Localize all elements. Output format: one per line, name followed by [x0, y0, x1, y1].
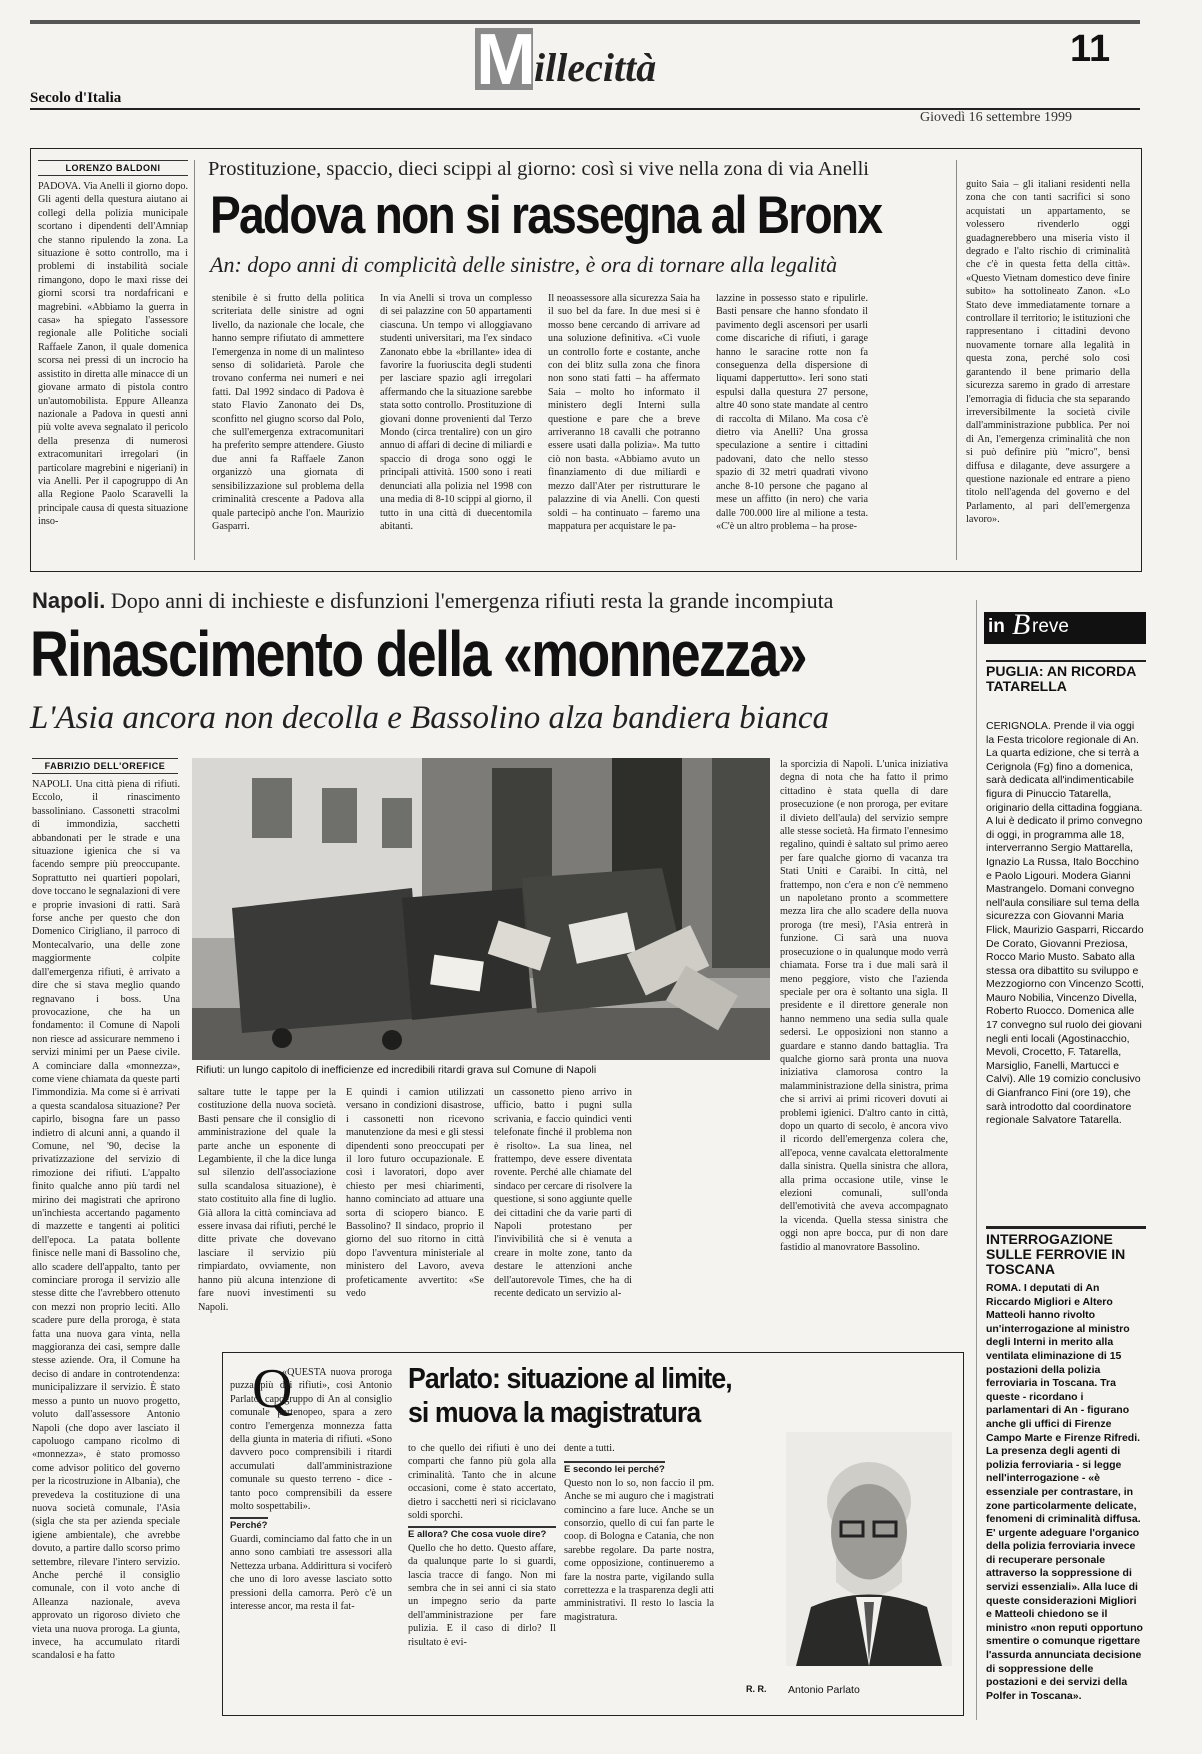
brief-1-text: CERIGNOLA. Prende il via oggi la Festa tricolore regionale di An. La quarta edizione, che si terrà a Cerignola (Fg) fino a domenica, sarà dedicata all'indimenticabile figura di Pinuccio Tatarella, originario della cittadina foggiana. A lui è dedicato il primo convegno di oggi, in programma alle 18, interverranno Sergio Mattarella, Ignazio La Russa, Italo Bocchino e Paolo Ligouri. Modera Gianni Mastrangelo. Domani convegno nell'aula consiliare sul tema della sicurezza con Giovanni Maria Flick, Maurizio Gasparri, Riccardo De Corato, Giovanni Preziosa, Rocco Mario Musto. Sabato alla stessa ora dibattito su sviluppo e Mezzogiorno con Vincenzo Scotti, Mauro Nobilia, Vincenzo Divella, Roberto Ruocco. Domenica alle 17 convegno sul ruolo dei giovani negli enti locali (Agostinacchio, Mevoli, Crocetto, F. Tatarella, Marsiglio, Fanelli, Martucci e Calvi). Alle 19 comizio conclusivo di Gianfranco Fini (ore 19), che sarà introdotto dal coordinatore regionale Salvatore Tatarella.	[986, 720, 1144, 1127]
story1-kicker: Prostituzione, spaccio, dieci scippi al giorno: così si vive nella zona di via Anelli	[208, 158, 869, 180]
interview-answer-1: Guardi, cominciamo dal fatto che in un anno sono cambiati tre assessori alla Nettezza urbana. Addirittura si vociferò che uno di loro avesse lasciato sotto pressioni della camorra. Però c'è un interesse ancor, ma resta il fat-	[230, 1533, 392, 1612]
issue-date: Giovedì 16 settembre 1999	[920, 110, 1073, 125]
interview-col2	[408, 1442, 556, 1704]
story2-col4: un cassonetto pieno arrivo in ufficio, batto i pugni sulla scrivania, e faccio quindici venti telefonate finché il problema non è risolto». La sua linea, nel frattempo, deve essere diventata rovente. Perché alle chiamate del sindaco per cercare di risolvere la questione, si sono aggiunte quelle dei cittadini che da varie parti di Napoli protestano per l'invivibilità che si è venuta a creare in molte zone, tanto da destare le attenzioni anche dell'autorevole Times, che ha di recente dedicato un servizio al-	[494, 1087, 632, 1300]
story1-col5: lazzine in possesso stato e ripulirle. Basti pensare che hanno sfondato il pavimento degli ascensori per usarli come discariche di rifiuti, i garage hanno le saracine rotte non fa conseguenza della dispersione di liquami dappertutto». Ieri sono stati espulsi dalla questura 27 persone, altre 40 sono state mandate al centro di raccolta di Milano. Ma cosa c'è dietro via Anelli? Una grossa speculazione a sentire i cittadini padovani, dato che nello stesso spazio di 32 metri quadrati vivono anche 8-10 persone che pagano al mese un affitto (in nero) che varia dalle 700.000 lire al milione a testa. «C'è un altro problema – ha prose-	[716, 293, 868, 532]
story2-subhead: L'Asia ancora non decolla e Bassolino alza bandiera bianca	[30, 700, 830, 736]
interview-intro: «QUESTA nuova proroga puzza più dei rifiuti», così Antonio Parlato, capogruppo di An al consiglio comunale partenopeo, spara a zero contro l'emergenza monnezza fatta della giunta in materia di rifiuti. «Sono davvero poco comprensibili i ritardi accumulati dall'amministrazione comunale su questo terreno - dice - tanto poco comprensibili da essere molto sospettabili».	[230, 1367, 392, 1513]
section-initial: M	[476, 20, 532, 100]
interview-dropcap: Q	[252, 1358, 293, 1420]
page-number: 11	[1070, 28, 1111, 70]
interview-initials: R. R.	[746, 1684, 767, 1694]
story1-col3: In via Anelli si trova un complesso di sei palazzine con 50 appartamenti ciascuna. Un tempo vi alloggiavano studenti universitari, ma l'ex sindaco Zanonato ebbe la «brillante» idea di favorire la fuoriuscita degli studenti per lasciare spazio agli irregolari affermando che la situazione sarebbe stata sotto controllo. Prostituzione di giovani donne provenienti dal Terzo Mondo (circa trentalire) con un giro annuo di affari di decine di miliardi e spaccio di droga sono oggi le principali attività. 1500 sono i reati denunciati alla polizia nel 1998 con una media di 8-10 scippi al giorno, il tutto in una città di duecentomila abitanti.	[380, 293, 532, 532]
garbage-photo-drawing	[192, 758, 770, 1060]
interview-question-2: E allora? Che cosa vuole dire?	[408, 1526, 556, 1541]
interview-question-1: Perché?	[230, 1517, 268, 1532]
story2-kicker-lead: Napoli.	[32, 588, 106, 613]
story2-kicker: Dopo anni di inchieste e disfunzioni l'emergenza rifiuti resta la grande incompiuta	[110, 588, 834, 613]
story2-col3: E quindi i camion utilizzati versano in condizioni disastrose, i cassonetti non ricevono manutenzione da mesi e gli stessi dipendenti sono preoccupati per il loro futuro occupazionale. E così i lavoratori, dopo aver chiesto per mesi chiarimenti, hanno cominciato ad attuare una sorta di sciopero bianco. E Bassolino? Il sindaco, proprio il giorno del suo ritorno in città dopo l'avventura ministeriale al ministero del Lavoro, aveva profeticamente avvertito: «Se vedo	[346, 1087, 484, 1300]
story1-headline: Padova non si rassegna al Bronx	[210, 186, 882, 245]
interview-answer-1b: to che quello dei rifiuti è uno dei comparti che fanno più gola alla criminalità. Tanto che in alcune occasioni, come è stato accertato, dietro i sacchetti neri si riciclavano soldi sporchi.	[408, 1443, 556, 1522]
story2-headline: Rinascimento della «monnezza»	[30, 618, 806, 690]
section-title: illecittà	[534, 45, 657, 90]
brief-1-title: PUGLIA: AN RICORDA TATARELLA	[986, 663, 1136, 694]
in-breve-rest: reve	[1032, 616, 1069, 637]
photo-caption: Rifiuti: un lungo capitolo di inefficienze ed incredibili ritardi grava sul Comune di Napoli	[196, 1064, 597, 1076]
parlato-portrait	[786, 1432, 952, 1666]
story1-col2: stenibile è sì frutto della politica scriteriata delle sinistre ad ogni livello, da nazionale che locale, che hanno sempre rifiutato di ammettere l'emergenza in nome di un malinteso senso di solidarietà. Parole che trovano conferma nei numeri e nei fatti. Dal 1992 sindaco di Padova è stato Flavio Zanonato dei Ds, sconfitto nel giugno scorso dal Polo, che sull'emergenza extracomunitari ha preferito sempre attendere. Giusto due anni fa Raffaele Zanon organizzò una giornata di sensibilizzazione sul problema della criminalità crescente a Padova alla quale partecipò anche l'on. Maurizio Gasparri.	[212, 293, 364, 532]
interview-question-3: E secondo lei perché?	[564, 1461, 665, 1476]
interview-headline: Parlato: situazione al limite, si muova la magistratura	[408, 1363, 732, 1429]
story2-col5: la sporcizia di Napoli. L'unica iniziativa degna di nota che ha fatto il primo cittadino è stata quella di dare prosecuzione (e non proroga, per evitare il divieto dell'aula) del servizio sempre alle stesse società. Ha firmato l'ennesimo regalino, quindi è saltato sul primo aereo per fare qualche giorno di vacanza tra Stati Uniti e Caraibi. In città, nel frattempo, non c'era e non c'è nemmeno un napoletano pronto a scommettere mezza lira che allo scadere della nuova proroga (tre mesi), l'Asia entrerà in funzione. Ci sarà una nuova prosecuzione o in qualunque modo verrà chiamata. Forse tra i due mali sarà il meno peggiore, visto che l'azienda speciale per ora è soltanto una sigla. Il presidente e il direttore generale non hanno nemmeno una sedia sulla quale sedersi. Le opposizioni non stanno a guardare e stanno dando battaglia. Tra qualche giorno sarà pronta una nuova iniziativa clamorosa contro la malamministrazione della sinistra, prima che si arrivi ai primi ricoveri dovuti ai problemi igienici. D'altro canto in città, dopo un quarto di secolo, è ancora vivo il ricordo dell'emergenza colera che, all'epoca, venne cavalcata elettoralmente dalla sinistra. Quella sinistra che allora, alla prima occasione utile, vinse le elezioni comunali, sull'onda dell'emotività che aveva accompagnato la vicenda. Quella stessa sinistra che oggi non apre bocca, pur di non dare fastidio al manovratore Bassolino.	[780, 759, 948, 1253]
brief-2-text: ROMA. I deputati di An Riccardo Migliori e Altero Matteoli hanno rivolto un'interrogazione al ministro degli Interni in merito alla ventilata eliminazione di 15 postazioni della polizia ferroviaria in Toscana. Tra queste - ricordano i parlamentari di An - figurano anche gli uffici di Firenze Campo Marte e Firenze Rifredi. La presenza degli agenti di polizia ferroviaria - si legge nell'interrogazione - «è essenziale per contrastare, in zone particolarmente delicate, fenomeni di criminalità diffusa. E' urgente adeguare l'organico della polizia ferroviaria invece di recuperare personale attraverso la soppressione di servizi essenziali». Alla luce di queste considerazioni Migliori e Matteoli chiedono se il ministro «non reputi opportuno smentire o comunque rigettare l'assurda annunciata decisione di soppressione delle postazioni e dei servizi della Polfer in Toscana».	[986, 1282, 1143, 1702]
story2-col1: NAPOLI. Una città piena di rifiuti. Eccolo, il rinascimento bassoliniano. Cassonetti stracolmi di immondizia, sacchetti abbandonati per le strade e una situazione igienica che si va facendo sempre più preoccupante. Soprattutto nei quartieri popolari, dove toccano le segnalazioni di vere e proprie invasioni di ratti. Sarà forse anche per questo che don Domenico Cirigliano, il parroco di Montecalvario, una delle zone maggiormente colpite dall'emergenza rifiuti, è arrivato a dire che si stava meglio quando regnavano i boss. Una provocazione, che ha un fondamento: il Comune di Napoli non riesce ad assicurare nemmeno i servizi minimi per un Paese civile. A cominciare dalla «monnezza», come viene chiamata da queste parti l'immondizia. Ma come si è arrivati a questa scandalosa situazione? Per capirlo, bisogna fare un passo indietro di alcuni anni, a quando il Comune, nel '90, decise la privatizzazione del servizio di rimozione dei rifiuti. L'appalto finito qualche anno più tardi nel mirino dei magistrati che aprirono un'inchiesta accertando pagamento di mazzette e tangenti ai politici dell'epoca. La patata bollente finisce nelle mani di Bassolino che, allo scadere dell'appalto, tanto per cominciare proroga il servizio alle stesse ditte che l'avrebbero ottenuto con mezzi non proprio leciti. Allo scadere pure della proroga, è stata fatta una nuova gara vinta, nella maggioranza dei casi, sempre dalle stesse aziende. Ora, il Comune ha deciso di andare in controtendenza: municipalizzare il servizio. È stato messo a punto un nuovo progetto, voluto dall'assessore Antonio Napoli (che dopo aver lasciato il capoluogo campano ricolmo di «monnezza», è stato promosso come advisor politico del governo per la ricostruzione in Albania), che prevedeva la costituzione di una nuova società comunale, l'Asia (sigla che sta per azienda speciale igiene ambientale), che avrebbe dovuto, a partire dallo scorso primo settembre, rilevare l'intero servizio. Anche perché il consiglio comunale, con il voto anche di Alleanza nazionale, aveva approvato un rigoroso divieto che vieta una nuova proroga. La giunta, invece, ha accumulato ritardi scandalosi e ha fatto	[32, 779, 180, 1662]
story2-kicker-row	[32, 588, 982, 614]
section-initial-block	[475, 20, 533, 100]
in-breve-in: in	[988, 616, 1005, 637]
story1-subhead: An: dopo anni di complicità delle sinistre, è ora di tornare alla legalità	[210, 252, 838, 277]
garbage-photo	[192, 758, 770, 1060]
story1-col6: guito Saia – gli italiani residenti nella zona che con tanti sacrifici si sono acquistati un appartamento, se volessero rivenderlo oggi guadagnerebbero una miseria visto il degrado e l'alto rischio di criminalità che c'è in questa fetta della città». «Questo Vietnam domestico deve finire subito» ha sottolineato Zanon. «Lo Stato deve immediatamente tornare a controllare il territorio; le istituzioni che rappresentano i cittadini devono nuovamente tornare alla legalità in questa zona, perché solo così garantendo il bene primario della sicurezza saremo in grado di arrestare l'emorragia di fiducia che sta separando irreversibilmente la società civile dall'amministrazione pubblica. Per noi di An, l'emergenza criminalità che non si può definire più "micro", bensì diffusa e dilagante, deve assurgere a questione nazionale ed entrare a pieno titolo nell'agenda del governo e del Parlamento, al pari dell'emergenza lavoro».	[966, 179, 1130, 526]
in-breve-label	[984, 608, 1146, 644]
interview-answer-3: Questo non lo so, non faccio il pm. Anche se mi auguro che i magistrati comincino a fare luce. Anche se un consorzio, quello di cui fan parte le coop. di Bologna e Catania, che non sarebbe regolare. Da parte nostra, come opposizione, continueremo a fare la nostra parte, vigilando sulla correttezza e la trasparenza degli atti amministrativi. Il resto lo lascia la magistratura.	[564, 1477, 714, 1623]
story1-col1: PADOVA. Via Anelli il giorno dopo. Gli agenti della questura aiutano ai collegi della polizia municipale scortano i dipendenti dell'Amniap che stanno ripulendo la zona. La situazione è sotto controllo, ma i problemi di instabilità sociale rimangono, dopo le maxi risse dei giorni scorsi tra nordafricani e magrebini. «Abbiamo la guerra in casa» ha spiegato l'assessore regionale alle Politiche sociali Raffaele Zanon, il quale domenica scorsa nei pressi di un incrocio ha assistito in diretta alle minacce di un giovane armato di pistola contro un'automobilista. Eppure Alleanza nazionale a Padova in questi anni più volte aveva segnalato il pericolo della presenza di numerosi extracomunitari irregolari (in particolare magrebini e nigeriani) in via Anelli. Per il capogruppo di An alla Regione Paolo Scaravelli la principale causa di questa situazione inso-	[38, 181, 188, 528]
interview-col1	[230, 1366, 392, 1704]
story2-author: FABRIZIO DELL'OREFICE	[32, 758, 178, 774]
newspaper-name: Secolo d'Italia	[30, 90, 122, 106]
story1-col4: Il neoassessore alla sicurezza Saia ha il suo bel da fare. In due mesi si è mosso bene cercando di arrivare ad una soluzione definitiva. «Ci vuole un controllo forte e costante, anche con dei blitz sulla zona che finora non sono stati fatti – ha affermato Saia – molto ho informato il ministero degli Interni sulla questione e pare che a breve arriveranno 18 cavalli che potranno essere usati dalla polizia». Ma tutto ciò non basta. «Abbiamo avuto un finanziamento di due miliardi e mezzo dall'Ater per ristrutturare le palazzine di via Anelli. Con questi soldi – ha continuato – faremo una mappatura per acquistare le pa-	[548, 293, 700, 532]
brief-2-title: INTERROGAZIONE SULLE FERROVIE IN TOSCANA	[986, 1231, 1126, 1277]
in-breve-b: B	[1012, 608, 1031, 641]
portrait-caption: Antonio Parlato	[788, 1684, 860, 1696]
interview-answer-2: Quello che ho detto. Questo affare, da qualunque parte lo si guardi, lascia tracce di fango. Non mi sembra che in sei anni ci sia stato un impegno serio da parte dell'amministrazione per fare pulizia. E il caso di dirlo? Il risultato è evi-	[408, 1542, 556, 1648]
author-byline: LORENZO BALDONI	[38, 160, 188, 176]
interview-col3	[564, 1442, 784, 1692]
interview-answer-2b: dente a tutti.	[564, 1443, 615, 1454]
story2-col2: saltare tutte le tappe per la costituzione della nuova società. Basti pensare che il consiglio di amministrazione del quale la parte anche un esponente di Legambiente, il che la dice lunga sul silenzio dell'associazione sulla scandalosa situazione), è stato costituito alla fine di luglio. Già allora la città cominciava ad essere invasa dai rifiuti, perché le ditte private che dovevano lasciare il servizio più rimpiardato, ovviamente, non hanno più alcuna intenzione di fare nuovi investimenti su Napoli.	[198, 1087, 336, 1313]
parlato-portrait-drawing	[786, 1432, 952, 1666]
